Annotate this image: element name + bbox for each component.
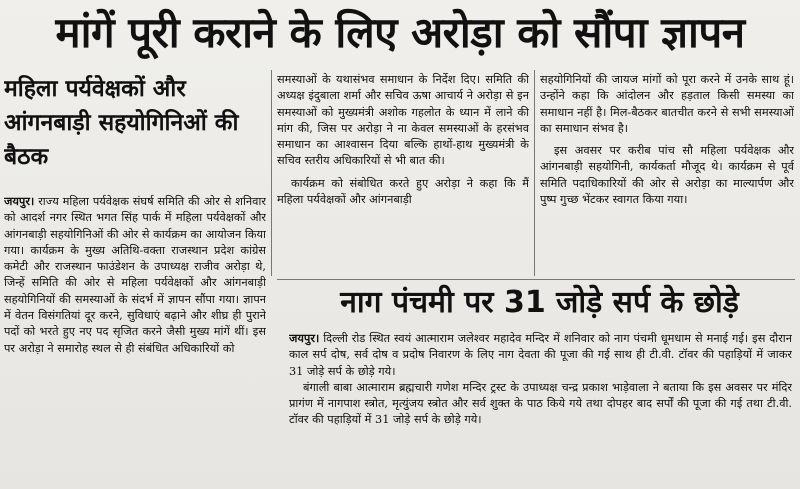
story1-col3-paragraph: सहयोगिनियों की जायज मांगों को पूरा करने में उनके साथ हूं। उन्होंने कहा कि आंदोलन और हड़ताल किसी समस्या का समाधान नहीं है। मिल-बैठकर बातचीत करने से सभी समस्याओं का समाधान संभव है।	[540, 73, 794, 135]
story1-col2-paragraph: समस्याओं के यथासंभव समाधान के निर्देश दिए। समिति की अध्यक्ष इंदुबाला शर्मा और सचिव ऊषा आचार्य ने अरोड़ा से इन समस्याओं को मुख्यमंत्री अशोक गहलोत के ध्यान में लाने की मांग की, जिस पर अरोड़ा ने ना केवल समस्याओं के हरसंभव समाधान का आश्वासन दिया बल्कि हाथों-हाथ मुख्यमंत्री के सचिव स्तरीय अधिकारियों से भी बात की।	[277, 73, 529, 168]
story1-col1-paragraph	[4, 193, 266, 357]
main-headline: मांगें पूरी कराने के लिए अरोड़ा को सौंपा ज्ञापन	[55, 8, 745, 57]
story2-dateline: जयपुर।	[289, 331, 320, 345]
story1-col2-paragraph-b: कार्यक्रम को संबोधित करते हुए अरोड़ा ने कहा कि मैं महिला पर्यवेक्षकों और आंगनबाड़ी	[277, 176, 529, 207]
story1-subhead: महिला पर्यवेक्षकों और आंगनबाड़ी सहयोगिनिओं की बैठक	[4, 76, 239, 170]
story1-column-2	[277, 72, 529, 276]
story2-headline: नाग पंचमी पर 31 जोड़े सर्प के छोड़े	[340, 285, 739, 320]
story1-subhead-block	[4, 72, 266, 184]
story1-column-3	[540, 72, 794, 276]
story2-paragraph-b: बंगाली बाबा आत्माराम ब्रह्मचारी गणेश मन्दिर ट्रस्ट के उपाध्यक्ष चन्द्र प्रकाश भाड़ेवाला ने बताया कि इस अवसर पर मंदिर प्रागंण में नागपाश स्त्रोत, मृत्युंजय स्त्रोत और सर्व शुक्त के पाठ किये गये तथा दोपहर बाद सर्पों की पूजा की गई तथा टी.वी. टॉवर की पहाड़ियों में 31 जोड़े सर्प के छोड़े गये।	[289, 380, 792, 427]
story1-dateline: जयपुर।	[4, 194, 35, 208]
column-rule-1	[271, 70, 272, 276]
story2-body	[289, 330, 792, 485]
column-rule-2	[534, 70, 535, 276]
story1-column-1	[4, 193, 266, 485]
story1-col3-paragraph-b: इस अवसर पर करीब पांच सौ महिला पर्यवेक्षक और आंगनबाड़ी सहयोगिनी, कार्यकर्ता मौजूद थे। कार्यक्रम से पूर्व समिति पदाधिकारियों की ओर से अरोड़ा का माल्यार्पण और पुष्प गुच्छ भेंटकर स्वागत किया गया।	[540, 144, 794, 207]
story2-paragraph	[289, 330, 792, 380]
story-separator-rule	[277, 279, 795, 280]
story1-col1-text: राज्य महिला पर्यवेक्षक संघर्ष समिति की ओर से शनिवार को आदर्श नगर स्थित भगत सिंह पार्क में महिला पर्यवेक्षकों और आंगनबाड़ी सहयोगिनिओं की ओर से कार्यक्रम का आयोजन किया गया। कार्यक्रम के मुख्य अतिथि-वक्ता राजस्थान प्रदेश कांग्रेस कमेटी और राजस्थान फाउंडेशन के उपाध्यक्ष राजीव अरोड़ा थे, जिन्हें समिति की ओर से महिला पर्यवेक्षकों और आंगनबाड़ी सहयोगिनियों की समस्याओं के संदर्भ में ज्ञापन सौंपा गया। ज्ञापन में वेतन विसंगतियां दूर करने, सुविधाएं बढ़ाने और शीघ्र ही पुराने पदों को भरते हुए नए पद सृजित करने जैसी मुख्य मांगें थीं। इस पर अरोड़ा ने समारोह स्थल से ही संबंधित अधिकारियों को	[4, 195, 266, 355]
story2-text: दिल्ली रोड स्थित स्वयं आत्माराम जलेश्वर महादेव मन्दिर में शनिवार को नाग पंचमी धूमधाम से मनाई गई। इस दौरान काल सर्प दोष, सर्व दोष व प्रदोष निवारण के लिए नाग देवता की पूजा की गई साथ ही टी.वी. टॉवर की पहाड़ियों में जाकर 31 जोड़े सर्प के छोड़े गये।	[289, 332, 792, 378]
